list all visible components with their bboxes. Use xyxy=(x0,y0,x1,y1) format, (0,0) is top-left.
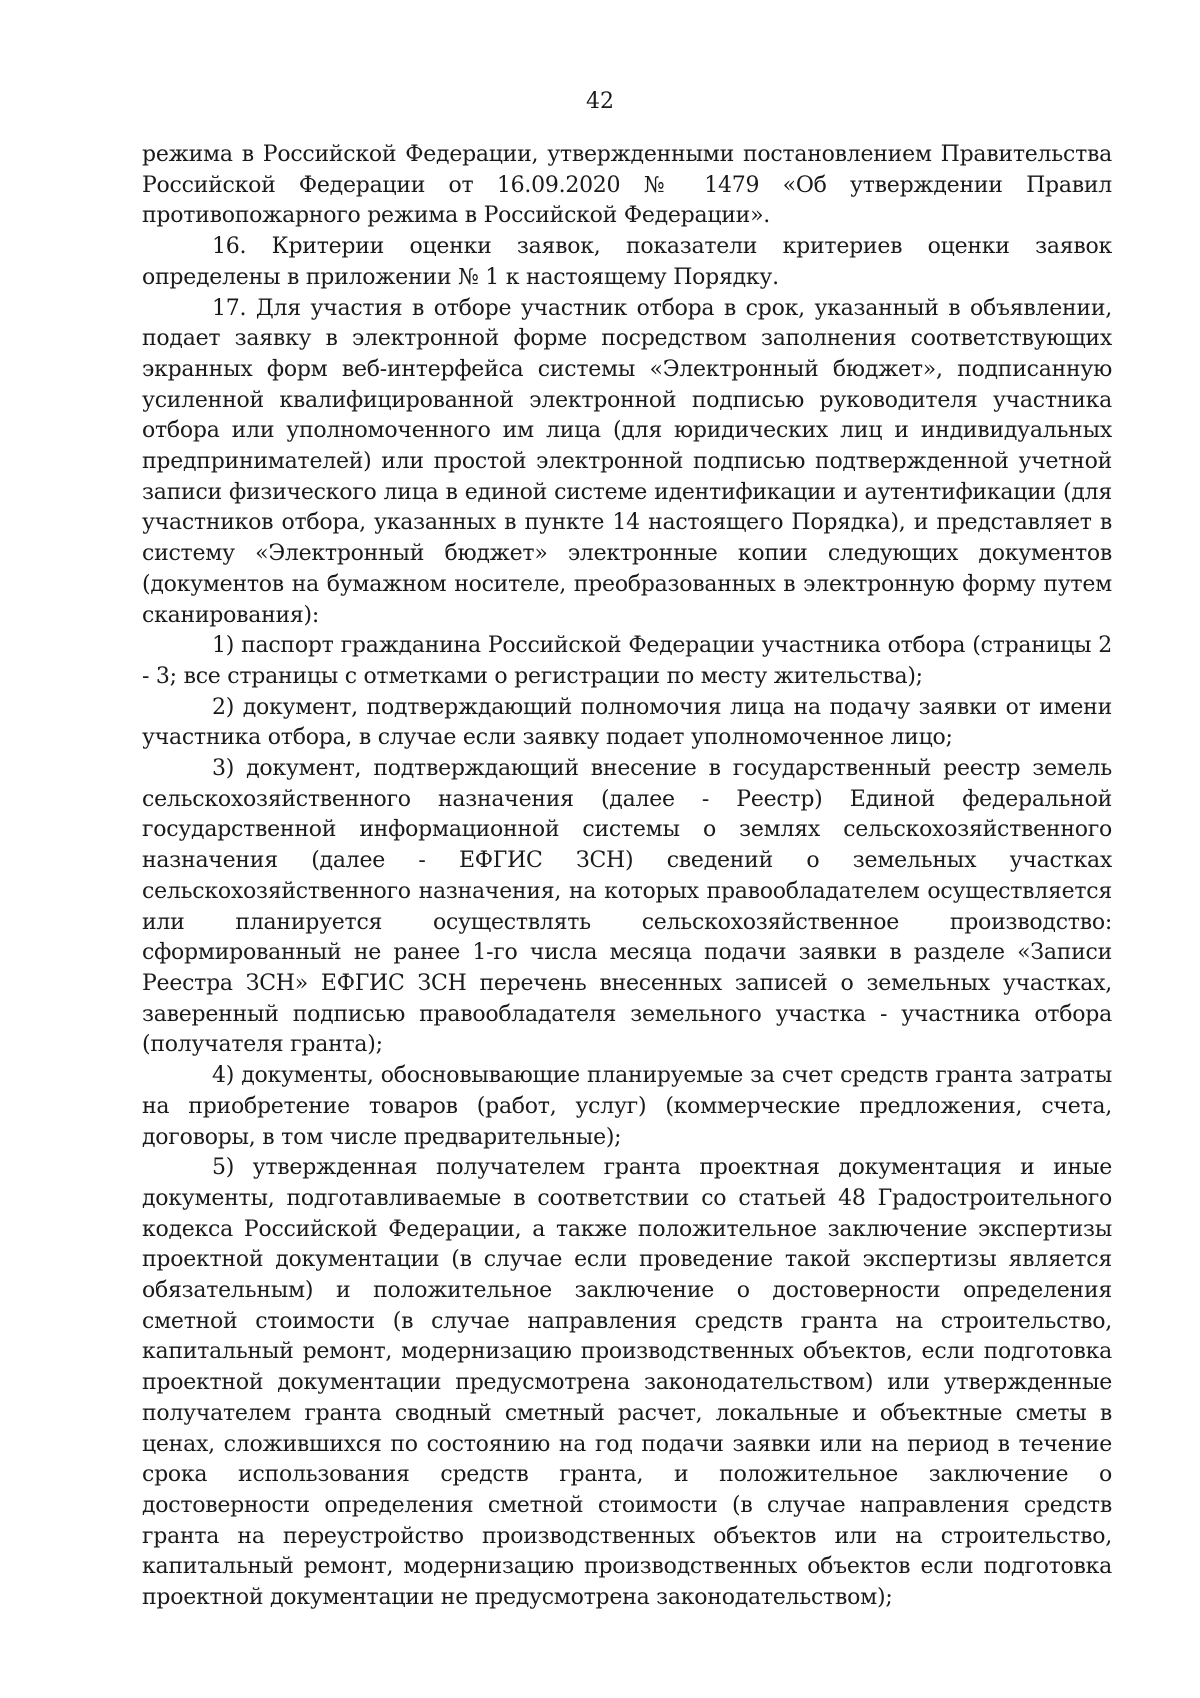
list-item: 1) паспорт гражданина Российской Федерации участника отбора (страницы 2 - 3; все страницы с отметками о регистрации по месту жительства); xyxy=(142,633,1112,689)
page-number: 42 xyxy=(586,89,614,114)
paragraph: режима в Российской Федерации, утвержденными постановлением Правительства Российской Федерации от 16.09.2020 № 1479 «Об утверждении Правил противопожарного режима в Российской Федерации». xyxy=(142,142,1112,229)
list-item: 5) утвержденная получателем гранта проектная документация и иные документы, подготавливаемые в соответствии со статьей 48 Градостроительного кодекса Российской Федерации, а также положительное заключение экспертизы проектной документации (в случае если проведение такой экспертизы является обязательным) и положительное заключение о достоверности определения сметной стоимости (в случае направления средств гранта на строительство, капитальный ремонт, модернизацию производственных объектов, если подготовка проектной документации предусмотрена законодательством) или утвержденные получателем гранта сводный сметный расчет, локальные и объектные сметы в ценах, сложившихся по состоянию на год подачи заявки или на период в течение срока использования средств гранта, и положительное заключение о достоверности определения сметной стоимости (в случае направления средств гранта на переустройство производственных объектов или на строительство, капитальный ремонт, модернизацию производственных объектов если подготовка проектной документации не предусмотрена законодательством); xyxy=(142,1155,1112,1611)
list-item: 3) документ, подтверждающий внесение в государственный реестр земель сельскохозяйственного назначения (далее - Реестр) Единой федеральной государственной информационной системы о землях сельскохозяйственного назначения (далее - ЕФГИС ЗСН) сведений о земельных участках сельскохозяйственного назначения, на которых правообладателем осуществляется или планируется осуществлять сельскохозяйственное производство: сформированный не ранее 1-го числа месяца подачи заявки в разделе «Записи Реестра ЗСН» ЕФГИС ЗСН перечень внесенных записей о земельных участках, заверенный подписью правообладателя земельного участка - участника отбора (получателя гранта); xyxy=(142,756,1112,1058)
paragraph: 16. Критерии оценки заявок, показатели критериев оценки заявок определены в приложении № 1 к настоящему Порядку. xyxy=(142,234,1112,290)
list-item: 4) документы, обосновывающие планируемые за счет средств гранта затраты на приобретение товаров (работ, услуг) (коммерческие предложения, счета, договоры, в том числе предварительные); xyxy=(142,1063,1112,1150)
paragraph: 17. Для участия в отборе участник отбора в срок, указанный в объявлении, подает заявку в электронной форме посредством заполнения соответствующих экранных форм веб-интерфейса системы «Электронный бюджет», подписанную усиленной квалифицированной электронной подписью руководителя участника отбора или уполномоченного им лица (для юридических лиц и индивидуальных предпринимателей) или простой электронной подписью подтвержденной учетной записи физического лица в единой системе идентификации и аутентификации (для участников отбора, указанных в пункте 14 настоящего Порядка), и представляет в систему «Электронный бюджет» электронные копии следующих документов (документов на бумажном носителе, преобразованных в электронную форму путем сканирования): xyxy=(142,295,1112,628)
document-body xyxy=(142,140,1112,1614)
list-item: 2) документ, подтверждающий полномочия лица на подачу заявки от имени участника отбора, в случае если заявку подает уполномоченное лицо; xyxy=(142,694,1112,751)
